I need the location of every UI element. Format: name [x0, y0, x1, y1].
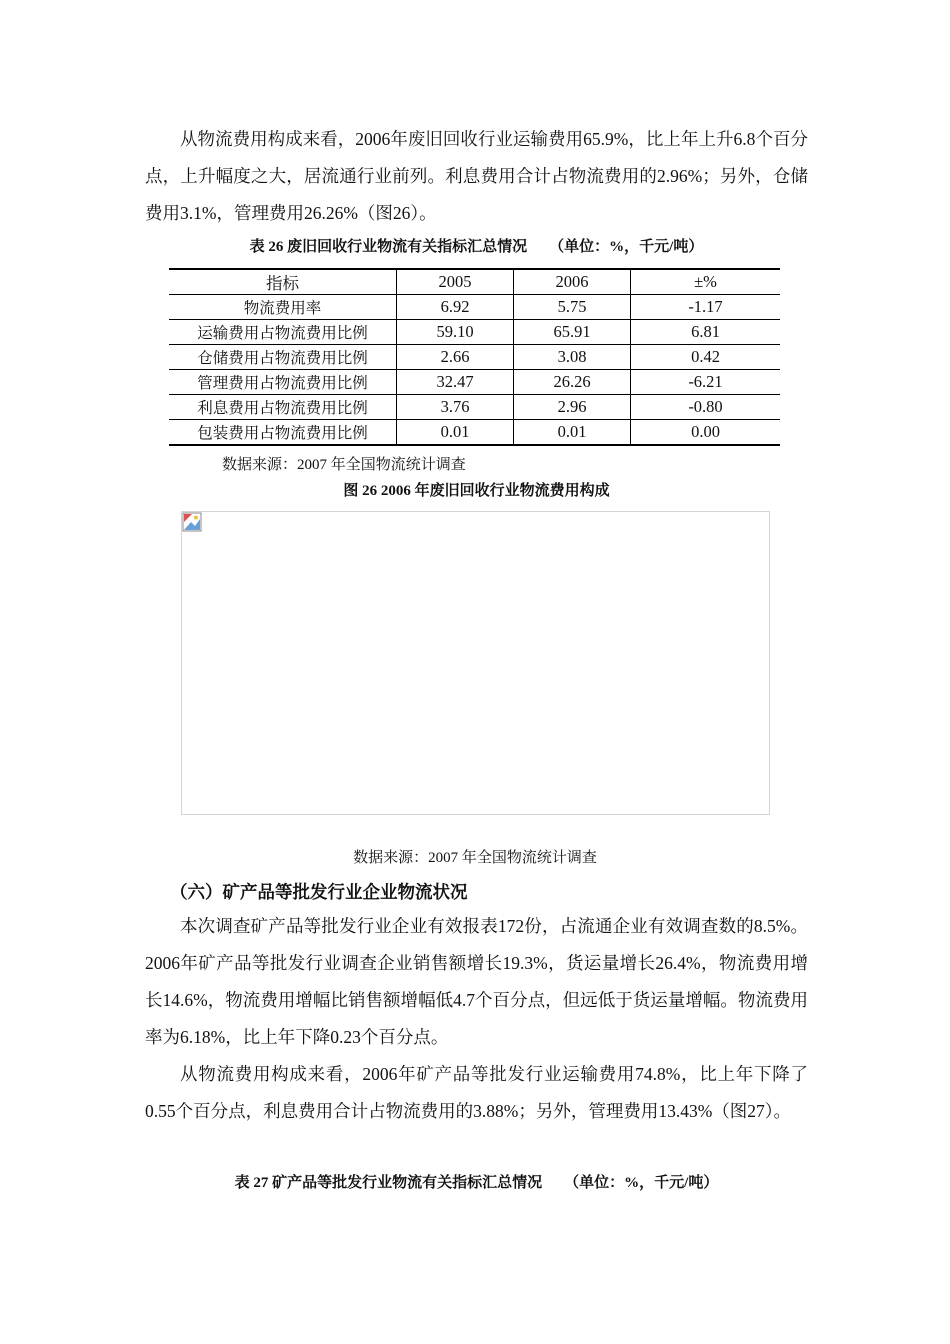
table-header-row [169, 269, 780, 295]
cell-change: -6.21 [631, 370, 781, 395]
column-header: 2005 [397, 269, 514, 295]
paragraph-minerals-survey: 本次调查矿产品等批发行业企业有效报表172份，占流通企业有效调查数的8.5%。2006年矿产品等批发行业调查企业销售额增长19.3%，货运量增长26.4%，物流费用增长14.6%，物流费用增幅比销售额增幅低4.7个百分点，但远低于货运量增幅。物流费用率为6.18%，比上年下降0.23个百分点。 [145, 916, 808, 1047]
cell-2005: 2.66 [397, 345, 514, 370]
cell-2005: 32.47 [397, 370, 514, 395]
table-row [169, 420, 780, 446]
cell-2006: 65.91 [514, 320, 631, 345]
column-header: ±% [631, 269, 781, 295]
section-heading: （六）矿产品等批发行业企业物流状况 [170, 882, 468, 902]
cell-indicator: 运输费用占物流费用比例 [169, 320, 397, 345]
figure-26-image-frame [181, 511, 770, 815]
cell-2005: 0.01 [397, 420, 514, 446]
cell-2006: 5.75 [514, 295, 631, 320]
table-26-title: 表 26 废旧回收行业物流有关指标汇总情况 [249, 239, 528, 255]
paragraph-minerals-cost-structure: 从物流费用构成来看，2006年矿产品等批发行业运输费用74.8%，比上年下降了0.55个百分点，利息费用合计占物流费用的3.88%；另外，管理费用13.43%（图27）。 [145, 1064, 808, 1121]
table-26-source: 数据来源：2007 年全国物流统计调查 [222, 457, 466, 473]
cell-2006: 0.01 [514, 420, 631, 446]
cell-2005: 3.76 [397, 395, 514, 420]
cell-change: 0.42 [631, 345, 781, 370]
column-header: 指标 [169, 269, 397, 295]
table-row [169, 345, 780, 370]
table-26-caption [145, 237, 808, 257]
table-27-caption [145, 1173, 808, 1193]
table-row [169, 395, 780, 420]
paragraph-recycling-cost-structure: 从物流费用构成来看，2006年废旧回收行业运输费用65.9%，比上年上升6.8个百分点，上升幅度之大，居流通行业前列。利息费用合计占物流费用的2.96%；另外，仓储费用3.1%，管理费用26.26%（图26）。 [145, 129, 808, 223]
cell-change: 6.81 [631, 320, 781, 345]
table-row [169, 295, 780, 320]
table-27-title: 表 27 矿产品等批发行业物流有关指标汇总情况 [234, 1175, 543, 1191]
column-header: 2006 [514, 269, 631, 295]
cell-change: 0.00 [631, 420, 781, 446]
cell-change: -1.17 [631, 295, 781, 320]
cell-2005: 59.10 [397, 320, 514, 345]
table-row [169, 320, 780, 345]
cell-2005: 6.92 [397, 295, 514, 320]
table-row [169, 370, 780, 395]
cell-indicator: 仓储费用占物流费用比例 [169, 345, 397, 370]
broken-image-icon [182, 512, 202, 532]
figure-26-source: 数据来源：2007 年全国物流统计调查 [353, 850, 597, 866]
cell-indicator: 利息费用占物流费用比例 [169, 395, 397, 420]
cell-2006: 3.08 [514, 345, 631, 370]
cell-2006: 26.26 [514, 370, 631, 395]
figure-26-caption: 图 26 2006 年废旧回收行业物流费用构成 [343, 483, 610, 499]
cell-indicator: 包装费用占物流费用比例 [169, 420, 397, 446]
table-26 [169, 268, 780, 446]
table-26-unit: （单位：%，千元/吨） [549, 239, 704, 255]
cell-indicator: 管理费用占物流费用比例 [169, 370, 397, 395]
cell-indicator: 物流费用率 [169, 295, 397, 320]
cell-change: -0.80 [631, 395, 781, 420]
table-27-unit: （单位：%，千元/吨） [564, 1175, 719, 1191]
cell-2006: 2.96 [514, 395, 631, 420]
